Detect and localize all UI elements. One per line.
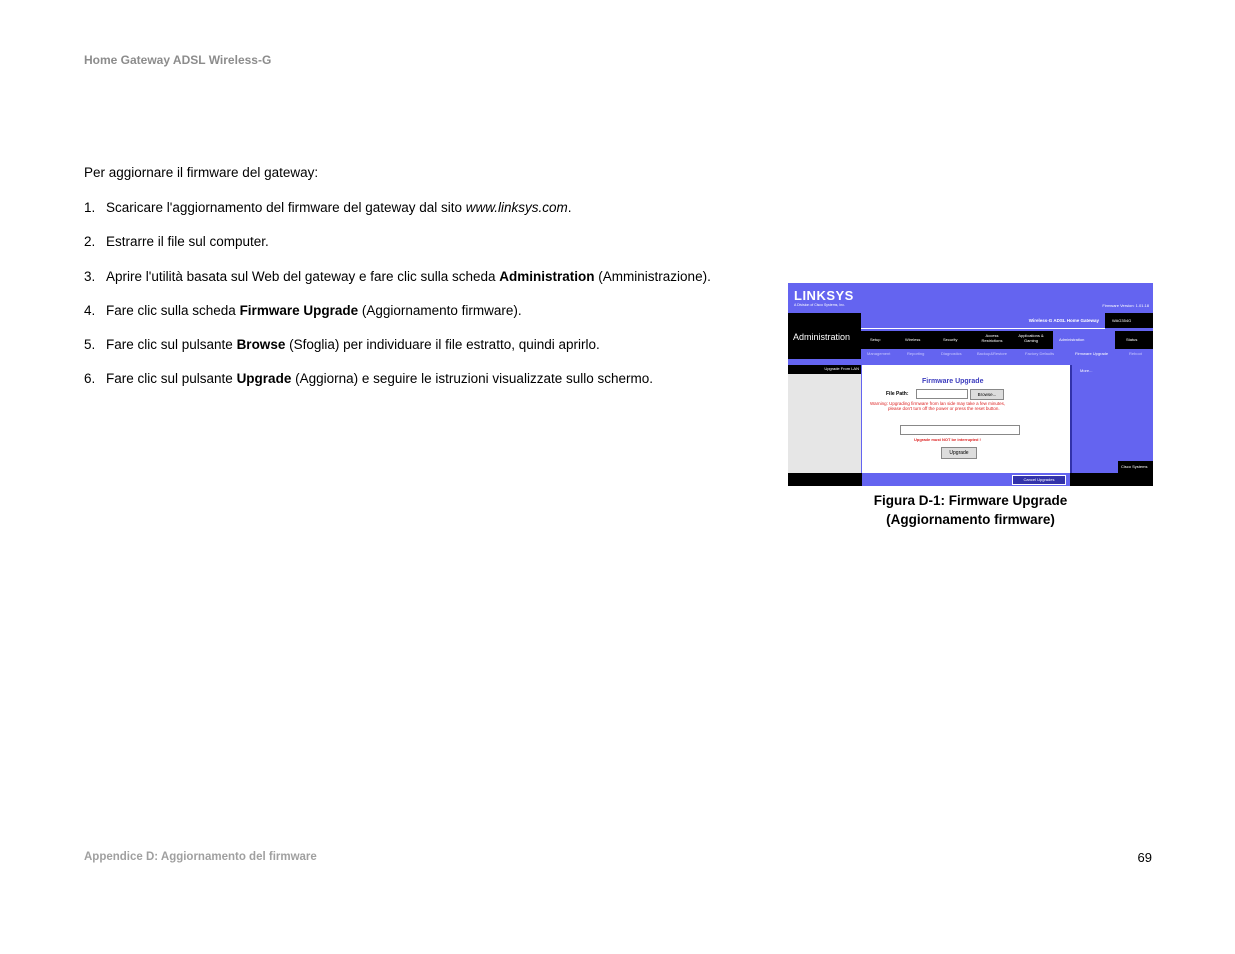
step-number: 1. — [84, 200, 96, 215]
sub-tabs — [861, 349, 1153, 359]
firmware-upgrade-screenshot — [788, 283, 1153, 486]
help-column — [1070, 365, 1153, 475]
tab-access-restrictions[interactable]: Access Restrictions — [981, 333, 1003, 343]
bottom-strip — [788, 473, 1153, 486]
cisco-logo-block — [1118, 461, 1153, 486]
tab-setup[interactable]: Setup — [870, 337, 881, 342]
step-number: 6. — [84, 371, 96, 387]
main-tabs — [861, 331, 1153, 349]
file-path-input[interactable] — [916, 389, 968, 399]
subtab-management[interactable]: Management — [867, 351, 891, 356]
step-item: 1. Scaricare l'aggiornamento del firmware del gateway dal sito www.linksys.com. — [84, 200, 572, 215]
upgrade-title: Firmware Upgrade — [922, 378, 984, 385]
subtab-reporting[interactable]: Reporting — [907, 351, 925, 356]
help-link[interactable]: More... — [1080, 368, 1093, 373]
step-item: 5. Fare clic sul pulsante Browse (Sfoglia) per individuare il file estratto, quindi aprirlo. — [84, 337, 600, 353]
sidebar-heading: Upgrade From LAN — [788, 365, 861, 374]
progress-bar — [900, 425, 1020, 435]
steps-list — [84, 199, 764, 405]
subtab-firmware-upgrade[interactable]: Firmware Upgrade — [1075, 351, 1109, 356]
upgrade-button[interactable]: Upgrade — [941, 447, 977, 459]
step-item: 3. Aprire l'utilità basata sul Web del gateway e fare clic sulla scheda Administration (Amministrazione). — [84, 268, 711, 284]
model-box — [1105, 313, 1153, 328]
model-number: WAG354G — [1112, 318, 1132, 323]
link-text[interactable]: www.linksys.com — [465, 200, 568, 215]
file-path-label: File Path: — [886, 391, 909, 397]
section-title: Administration — [793, 332, 851, 342]
step-item: 4. Fare clic sulla scheda Firmware Upgrade (Aggiornamento firmware). — [84, 302, 522, 318]
tab-administration[interactable]: Administration — [1059, 337, 1085, 342]
subtab-factory-defaults[interactable]: Factory Defaults — [1025, 351, 1055, 356]
step-item: 6. Fare clic sul pulsante Upgrade (Aggiorna) e seguire le istruzioni visualizzate sullo schermo. — [84, 371, 653, 387]
cisco-logo: Cisco Systems — [1121, 464, 1148, 469]
product-name: Wireless-G ADSL Home Gateway — [1028, 318, 1099, 323]
tab-security[interactable]: Security — [943, 337, 958, 342]
screenshot-banner — [788, 283, 1153, 313]
page-number: 69 — [1137, 850, 1152, 865]
tab-status[interactable]: Status — [1126, 337, 1138, 342]
step-number: 3. — [84, 268, 96, 284]
subtab-diagnostics[interactable]: Diagnostics — [941, 351, 962, 356]
footer-title: Appendice D: Aggiornamento del firmware — [84, 851, 317, 863]
cancel-upgrades-button[interactable]: Cancel Upgrades — [1012, 475, 1066, 485]
linksys-logo: LINKSYS — [794, 288, 854, 303]
browse-button[interactable]: Browse... — [970, 389, 1004, 400]
step-number: 4. — [84, 302, 96, 318]
tab-wireless[interactable]: Wireless — [905, 337, 921, 342]
step-number: 2. — [84, 234, 96, 250]
sidebar-panel — [788, 374, 861, 474]
page-header: Home Gateway ADSL Wireless-G — [84, 53, 272, 67]
warning-text-2: please don't turn off the power or press the reset button. — [888, 406, 1000, 411]
firmware-version: Firmware Version: 1.01.18 — [1102, 303, 1149, 308]
product-bar — [861, 313, 1105, 329]
step-number: 5. — [84, 337, 96, 353]
logo-subtitle: A Division of Cisco Systems, Inc. — [794, 303, 845, 307]
intro-text: Per aggiornare il firmware del gateway: — [84, 165, 319, 180]
subtab-backup-restore[interactable]: Backup&Restore — [977, 351, 1008, 356]
upgrade-panel — [862, 365, 1070, 473]
step-item: 2. Estrarre il file sul computer. — [84, 234, 269, 250]
tab-applications-gaming[interactable]: Applications & Gaming — [1018, 333, 1044, 343]
figure-caption: Figura D-1: Firmware Upgrade (Aggiornamento firmware) — [873, 493, 1068, 527]
no-interrupt-warning: Upgrade must NOT be interrupted ! — [914, 437, 981, 442]
subtab-reboot[interactable]: Reboot — [1129, 351, 1142, 356]
warning-text-1: Warning: Upgrading firmware from lan side may take a few minutes, — [870, 401, 1006, 406]
